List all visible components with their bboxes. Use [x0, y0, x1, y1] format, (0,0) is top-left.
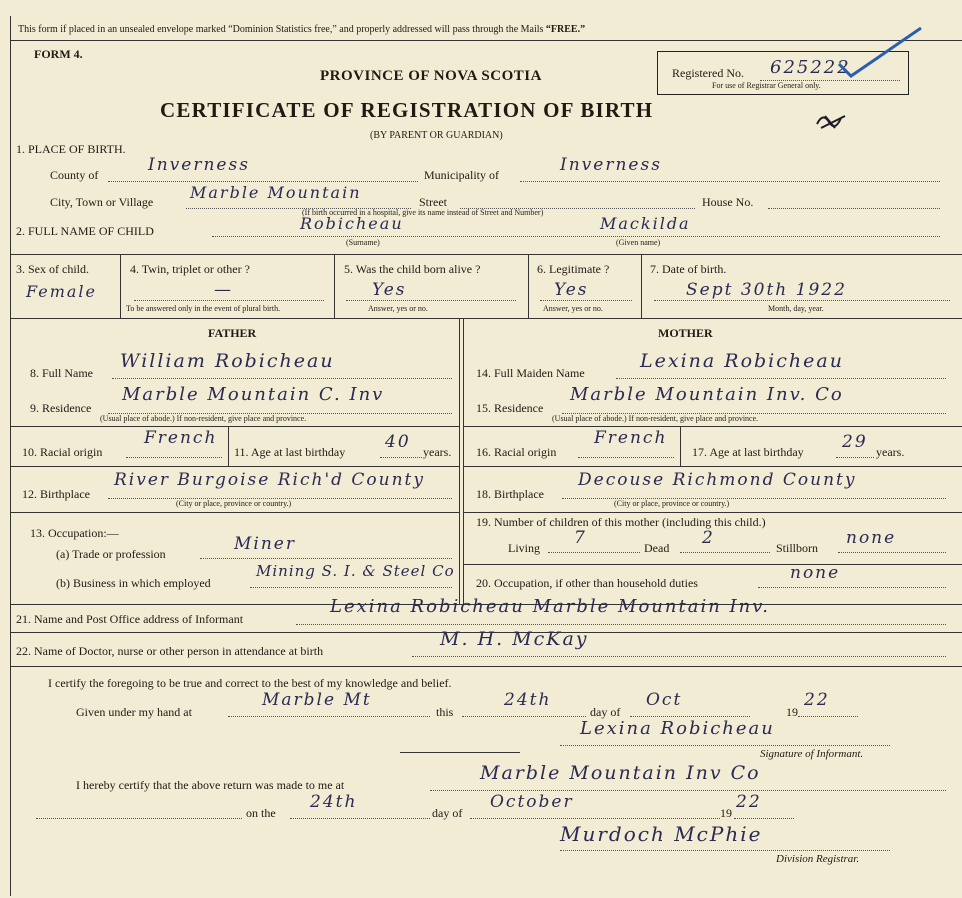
living-value: 7 [574, 528, 587, 548]
row-divider [120, 254, 121, 318]
mother-racial-value: French [594, 428, 668, 448]
doctor-line [412, 656, 946, 657]
registrar-month-value: October [490, 792, 574, 812]
father-years: years. [423, 445, 452, 459]
father-age-value: 40 [385, 432, 411, 452]
separator-rule [400, 752, 520, 753]
occupation-heading: 13. Occupation:— [30, 526, 119, 540]
registered-note: For use of Registrar General only. [712, 81, 821, 90]
child-surname: Robicheau [300, 214, 404, 233]
business-line [250, 587, 452, 588]
check-mark-icon [835, 24, 925, 80]
registrar-day-value: 24th [310, 792, 358, 812]
children-label: 19. Number of children of this mother (including this child.) [476, 515, 766, 529]
father-residence-value: Marble Mountain C. Inv [122, 384, 385, 405]
top-rule [10, 40, 962, 41]
business-label: (b) Business in which employed [56, 576, 211, 590]
father-name-value: William Robicheau [120, 350, 335, 372]
legitimate-label: 6. Legitimate ? [537, 262, 610, 276]
mother-rule [463, 512, 962, 513]
house-line [768, 208, 940, 209]
registered-number: 625222 [770, 57, 851, 78]
father-name-label: 8. Full Name [30, 366, 93, 380]
dob-value: Sept 30th 1922 [686, 280, 847, 300]
certify-year-prefix: 19 [786, 705, 798, 719]
mail-note: This form if placed in an unsealed envelope marked “Dominion Statistics free,” and properly addressed will pass through the Mails “FREE.” [18, 24, 586, 35]
dob-label: 7. Date of birth. [650, 262, 727, 276]
father-racial-value: French [144, 428, 218, 448]
father-heading: FATHER [208, 326, 257, 340]
living-line [548, 552, 640, 553]
row-divider [641, 254, 642, 318]
registrar-dayof-label: day of [432, 806, 463, 820]
mother-age-label: 17. Age at last birthday [692, 445, 804, 459]
mother-rule [463, 426, 962, 427]
twin-note: To be answered only in the event of plural birth. [126, 304, 281, 313]
mother-age-divider [680, 426, 681, 466]
alive-value: Yes [372, 280, 407, 300]
mother-racial-label: 16. Racial origin [476, 445, 557, 459]
dead-value: 2 [702, 528, 715, 548]
given-value: Marble Mt [262, 690, 372, 710]
legitimate-value: Yes [554, 280, 589, 300]
father-racial-label: 10. Racial origin [22, 445, 103, 459]
father-birthplace-value: River Burgoise Rich'd County [114, 470, 425, 490]
child-name-line [212, 236, 940, 237]
registrar-month-line [470, 818, 720, 819]
twin-label: 4. Twin, triplet or other ? [130, 262, 250, 276]
mother-occupation-label: 20. Occupation, if other than household duties [476, 576, 698, 590]
certificate-subtitle: (BY PARENT OR GUARDIAN) [370, 130, 503, 141]
mother-years: years. [876, 445, 905, 459]
city-value: Marble Mountain [190, 183, 362, 202]
row-divider [528, 254, 529, 318]
mother-abode-note: (Usual place of abode.) If non-resident, give place and province. [552, 414, 759, 423]
column-divider [463, 318, 464, 604]
mother-residence-label: 15. Residence [476, 401, 544, 415]
trade-line [200, 558, 452, 559]
mother-name-label: 14. Full Maiden Name [476, 366, 585, 380]
trade-value: Miner [234, 534, 296, 554]
father-age-line [380, 457, 422, 458]
day-line [462, 716, 586, 717]
father-age-label: 11. Age at last birthday [234, 445, 346, 459]
municipality-label: Municipality of [424, 168, 499, 182]
registrar-caption: Division Registrar. [776, 853, 860, 865]
mother-rule [463, 466, 962, 467]
row-bottom-rule [10, 318, 962, 319]
mother-birthplace-label: 18. Birthplace [476, 487, 544, 501]
left-border [10, 16, 11, 896]
registered-label: Registered No. [672, 66, 744, 80]
row-divider [334, 254, 335, 318]
sex-label: 3. Sex of child. [16, 262, 89, 276]
stillborn-value: none [846, 528, 897, 548]
certify-dayof-label: day of [590, 705, 621, 719]
county-label: County of [50, 168, 99, 182]
informant-line [296, 624, 946, 625]
father-rule [10, 466, 459, 467]
father-rule [10, 426, 459, 427]
column-divider [459, 318, 460, 604]
mother-residence-value: Marble Mountain Inv. Co [570, 384, 844, 405]
informant-value: Lexina Robicheau Marble Mountain Inv. [330, 596, 770, 617]
certify-month-value: Oct [646, 690, 683, 710]
house-label: House No. [702, 195, 754, 209]
dead-label: Dead [644, 541, 670, 555]
mother-occupation-value: none [790, 563, 841, 583]
father-rule [10, 512, 459, 513]
municipality-line [520, 181, 940, 182]
doctor-value: M. H. McKay [440, 628, 589, 650]
living-label: Living [508, 541, 540, 555]
mother-age-line [836, 457, 874, 458]
registrar-signature: Murdoch McPhie [560, 822, 763, 846]
surname-caption: (Surname) [346, 238, 380, 247]
registrar-year-line [734, 818, 794, 819]
registrar-on-label: on the [246, 806, 276, 820]
given-label: Given under my hand at [76, 705, 192, 719]
section-rule [10, 666, 962, 667]
signature-line [560, 745, 890, 746]
informant-signature: Lexina Robicheau [580, 718, 775, 739]
business-value: Mining S. I. & Steel Co [256, 562, 455, 580]
this-label: this [436, 705, 454, 719]
dob-note: Month, day, year. [768, 304, 824, 313]
certify-day-value: 24th [504, 690, 552, 710]
mother-racial-line [578, 457, 674, 458]
certificate-title: CERTIFICATE OF REGISTRATION OF BIRTH [160, 98, 654, 122]
row-top-rule [10, 254, 962, 255]
mother-age-value: 29 [842, 432, 868, 452]
street-label: Street [419, 195, 447, 209]
registrar-place-line [430, 790, 946, 791]
mother-birthplace-note: (City or place, province or country.) [614, 499, 730, 508]
given-caption: (Given name) [616, 238, 661, 247]
given-line [228, 716, 430, 717]
legitimate-line [540, 300, 632, 301]
registrar-year-value: 22 [736, 792, 762, 812]
child-name-label: 2. FULL NAME OF CHILD [16, 224, 154, 238]
mother-name-value: Lexina Robicheau [640, 350, 844, 372]
form-number: FORM 4. [34, 47, 83, 61]
informant-label: 21. Name and Post Office address of Informant [16, 612, 244, 626]
year-line [798, 716, 858, 717]
registrar-signature-line [560, 850, 890, 851]
father-residence-label: 9. Residence [30, 401, 92, 415]
dead-line [680, 552, 770, 553]
father-birthplace-label: 12. Birthplace [22, 487, 90, 501]
ink-scribble-icon [815, 110, 849, 132]
certify-year-value: 22 [804, 690, 830, 710]
county-line [108, 181, 418, 182]
stillborn-line [838, 552, 946, 553]
father-abode-note: (Usual place of abode.) If non-resident, give place and province. [100, 414, 307, 423]
legitimate-note: Answer, yes or no. [543, 304, 603, 313]
mother-name-line [616, 378, 946, 379]
registrar-year-prefix: 19 [720, 806, 732, 820]
trade-label: (a) Trade or profession [56, 547, 166, 561]
registrar-blank-line [36, 818, 242, 819]
place-heading: 1. PLACE OF BIRTH. [16, 142, 126, 156]
twin-line [134, 300, 324, 301]
province-title: PROVINCE OF NOVA SCOTIA [320, 68, 542, 84]
stillborn-label: Stillborn [776, 541, 819, 555]
signature-caption: Signature of Informant. [760, 748, 864, 760]
father-name-line [112, 378, 452, 379]
registrar-day-line [290, 818, 430, 819]
child-given-name: Mackilda [600, 214, 691, 233]
sex-value: Female [26, 282, 97, 301]
certify-line: I certify the foregoing to be true and correct to the best of my knowledge and belief. [48, 676, 452, 690]
father-racial-line [126, 457, 222, 458]
hospital-note: (If birth occurred in a hospital, give its name instead of Street and Number) [302, 208, 544, 217]
municipality-value: Inverness [560, 155, 662, 175]
dob-line [654, 300, 950, 301]
alive-line [346, 300, 516, 301]
father-age-divider [228, 426, 229, 466]
registrar-place-value: Marble Mountain Inv Co [480, 762, 761, 784]
mother-heading: MOTHER [658, 326, 713, 340]
alive-label: 5. Was the child born alive ? [344, 262, 481, 276]
county-value: Inverness [148, 155, 250, 175]
doctor-label: 22. Name of Doctor, nurse or other person in attendance at birth [16, 644, 324, 658]
mother-occupation-line [758, 587, 946, 588]
mother-birthplace-value: Decouse Richmond County [578, 470, 857, 490]
alive-note: Answer, yes or no. [368, 304, 428, 313]
month-line [630, 716, 750, 717]
city-label: City, Town or Village [50, 195, 154, 209]
registrar-line: I hereby certify that the above return was made to me at [76, 778, 345, 792]
mother-rule [463, 564, 962, 565]
twin-value: — [214, 280, 233, 300]
father-birthplace-note: (City or place, province or country.) [176, 499, 292, 508]
